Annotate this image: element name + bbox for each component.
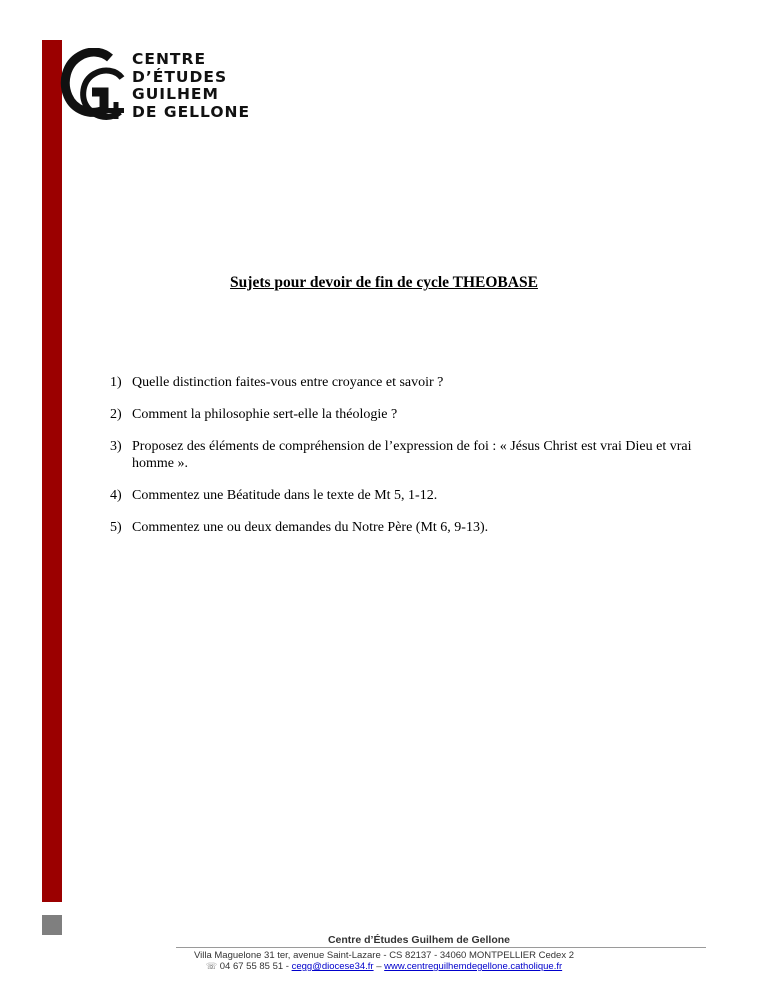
question-text: Commentez une Béatitude dans le texte de Mt 5, 1-12. bbox=[132, 488, 438, 503]
page-title: Sujets pour devoir de fin de cycle THEOBASE bbox=[230, 274, 538, 291]
question-text: Comment la philosophie sert-elle la théologie ? bbox=[132, 407, 398, 422]
question-number: 4) bbox=[110, 488, 122, 503]
website-link[interactable]: www.centreguilhemdegellone.catholique.fr bbox=[384, 961, 563, 972]
footer-separator: – bbox=[376, 961, 382, 972]
logo bbox=[52, 48, 262, 128]
question-item bbox=[110, 487, 710, 504]
question-item bbox=[110, 374, 710, 391]
logo-wordmark bbox=[132, 51, 250, 121]
grey-square-marker bbox=[42, 915, 62, 935]
logo-line-2: D’ÉTUDES bbox=[132, 67, 228, 86]
phone-icon: ☏ bbox=[205, 961, 218, 971]
footer-org-name: Centre d’Études Guilhem de Gellone bbox=[327, 934, 511, 946]
question-number: 1) bbox=[110, 375, 122, 390]
footer-contact bbox=[0, 961, 768, 972]
question-item bbox=[110, 438, 710, 472]
question-list bbox=[110, 374, 710, 551]
question-number: 2) bbox=[110, 407, 122, 422]
question-text: Quelle distinction faites-vous entre croyance et savoir ? bbox=[132, 375, 444, 390]
footer-divider bbox=[176, 947, 706, 948]
logo-line-1: CENTRE bbox=[132, 50, 207, 68]
question-text: Commentez une ou deux demandes du Notre Père (Mt 6, 9-13). bbox=[132, 520, 489, 535]
left-red-bar bbox=[42, 40, 62, 902]
logo-line-3: GUILHEM bbox=[132, 85, 219, 103]
question-number: 3) bbox=[110, 439, 122, 454]
logo-line-4: DE GELLONE bbox=[132, 102, 251, 121]
question-item bbox=[110, 406, 710, 423]
question-number: 5) bbox=[110, 520, 122, 535]
page-footer bbox=[0, 934, 768, 972]
email-link[interactable]: cegg@diocese34.fr bbox=[291, 961, 374, 972]
footer-address: Villa Maguelone 31 ter, avenue Saint-Lazare - CS 82137 - 34060 MONTPELLIER Cedex 2 bbox=[193, 950, 575, 961]
cg-monogram-logo-icon bbox=[52, 48, 132, 128]
question-item bbox=[110, 519, 710, 536]
footer-phone: 04 67 55 85 51 - bbox=[219, 961, 289, 972]
question-text: Proposez des éléments de compréhension de l’expression de foi : « Jésus Christ est vrai Dieu et vrai homme ». bbox=[132, 439, 692, 471]
